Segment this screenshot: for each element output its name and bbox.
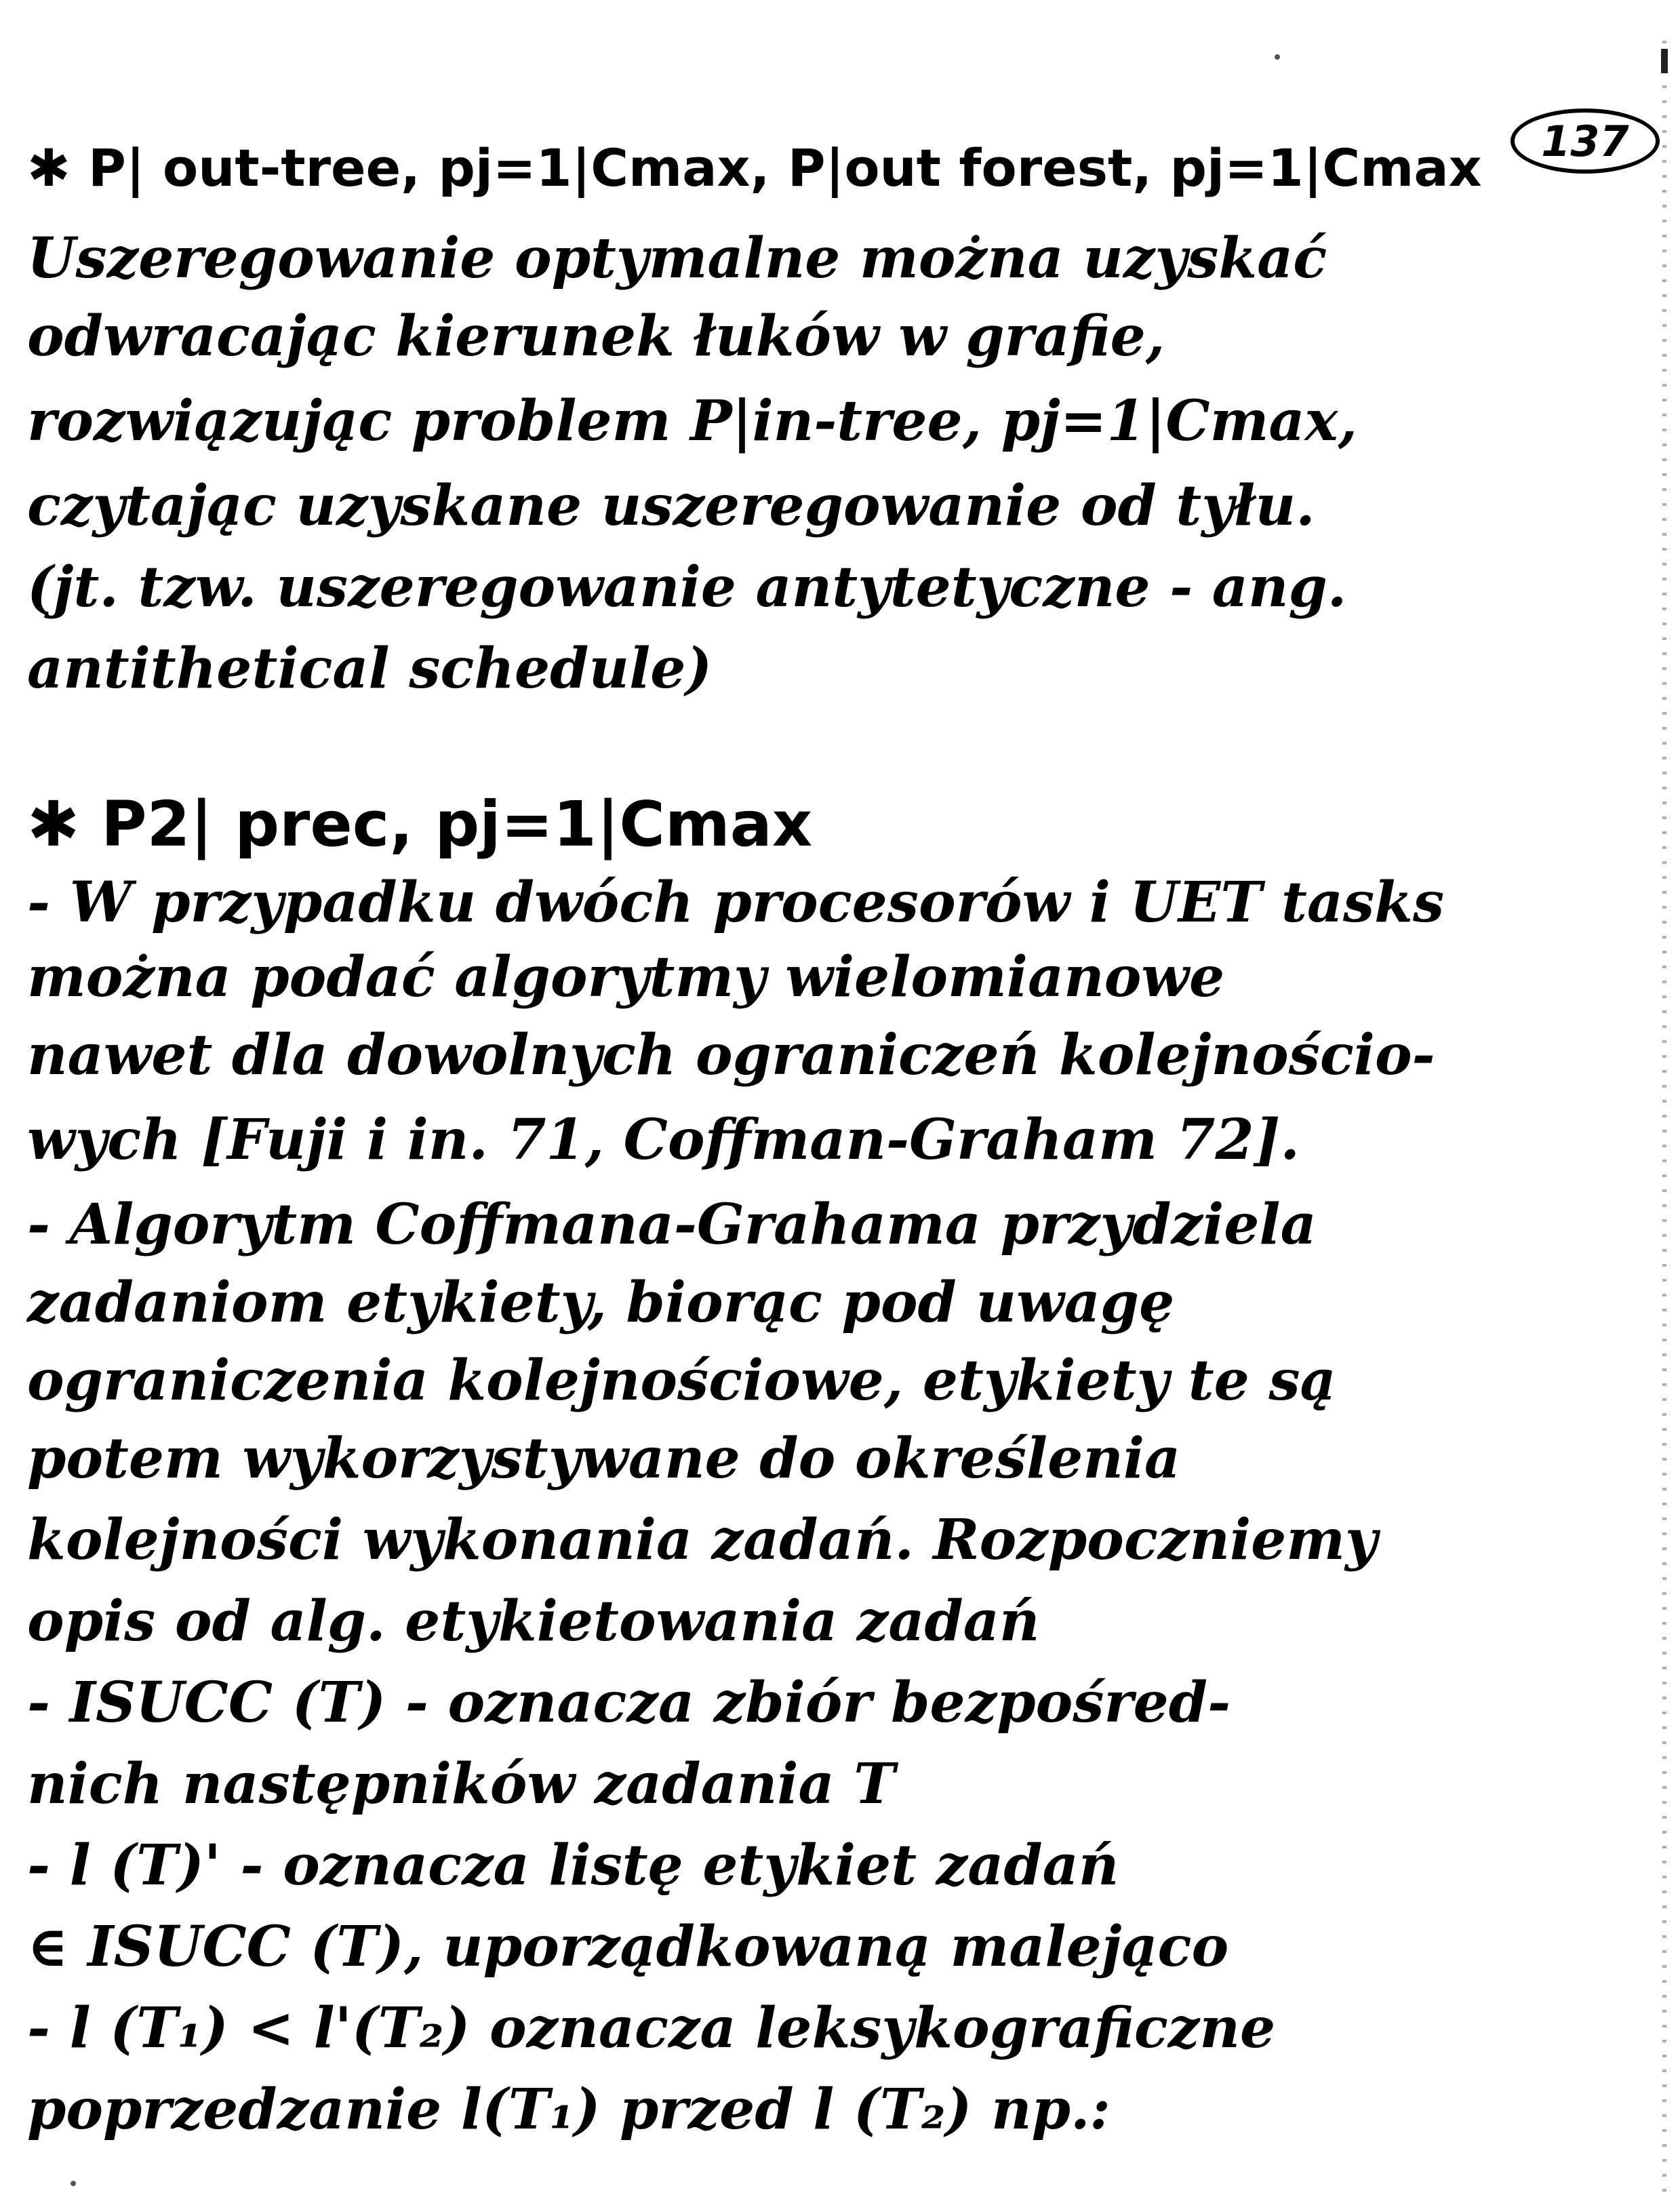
section2-line: potem wykorzystywane do określenia — [27, 1426, 1181, 1491]
section1-line: Uszeregowanie optymalne można uzyskać — [27, 226, 1327, 291]
section1-heading: ✱ P| out-tree, pj=1|Cmax, P|out forest, pj=1|Cmax — [27, 138, 1482, 198]
page-edge-shadow — [1662, 41, 1666, 2197]
scan-speck — [71, 2181, 76, 2186]
section2-line: zadaniom etykiety, biorąc pod uwagę — [27, 1270, 1175, 1335]
section2-line: - ISUCC (T) - oznacza zbiór bezpośred- — [27, 1670, 1231, 1735]
section2-line: opis od alg. etykietowania zadań — [27, 1589, 1040, 1654]
section2-line: można podać algorytmy wielomianowe — [27, 945, 1225, 1010]
section1-line: antithetical schedule) — [27, 636, 713, 701]
page-number-badge: 137 — [1511, 108, 1660, 174]
section1-line: (jt. tzw. uszeregowanie antytetyczne - ang. — [27, 555, 1347, 620]
section2-line: ograniczenia kolejnościowe, etykiety te są — [27, 1348, 1336, 1413]
section2-line: - W przypadku dwóch procesorów i UET tasks — [27, 870, 1445, 935]
section2-line: nich następników zadania T — [27, 1751, 896, 1817]
section1-line: odwracając kierunek łuków w grafie, — [27, 304, 1165, 369]
section2-line: nawet dla dowolnych ograniczeń kolejnościo- — [27, 1023, 1435, 1088]
section2-line: - l (T₁) < l'(T₂) oznacza leksykograficzne — [27, 1996, 1276, 2061]
page-edge-mark — [1661, 49, 1668, 73]
section2-heading: ✱ P2| prec, pj=1|Cmax — [27, 788, 813, 860]
section1-line: rozwiązując problem P|in-tree, pj=1|Cmax, — [27, 389, 1357, 454]
section2-line: wych [Fuji i in. 71, Coffman-Graham 72]. — [27, 1107, 1300, 1172]
section2-line: kolejności wykonania zadań. Rozpoczniemy — [27, 1507, 1378, 1572]
scan-speck — [1275, 54, 1280, 60]
section2-line: poprzedzanie l(T₁) przed l (T₂) np.: — [27, 2077, 1111, 2142]
section2-line: - Algorytm Coffmana-Grahama przydziela — [27, 1192, 1317, 1257]
section1-line: czytając uzyskane uszeregowanie od tyłu. — [27, 473, 1315, 538]
section2-line: - l (T)' - oznacza listę etykiet zadań — [27, 1833, 1119, 1898]
section2-line: ∈ ISUCC (T), uporządkowaną malejąco — [27, 1914, 1229, 1979]
